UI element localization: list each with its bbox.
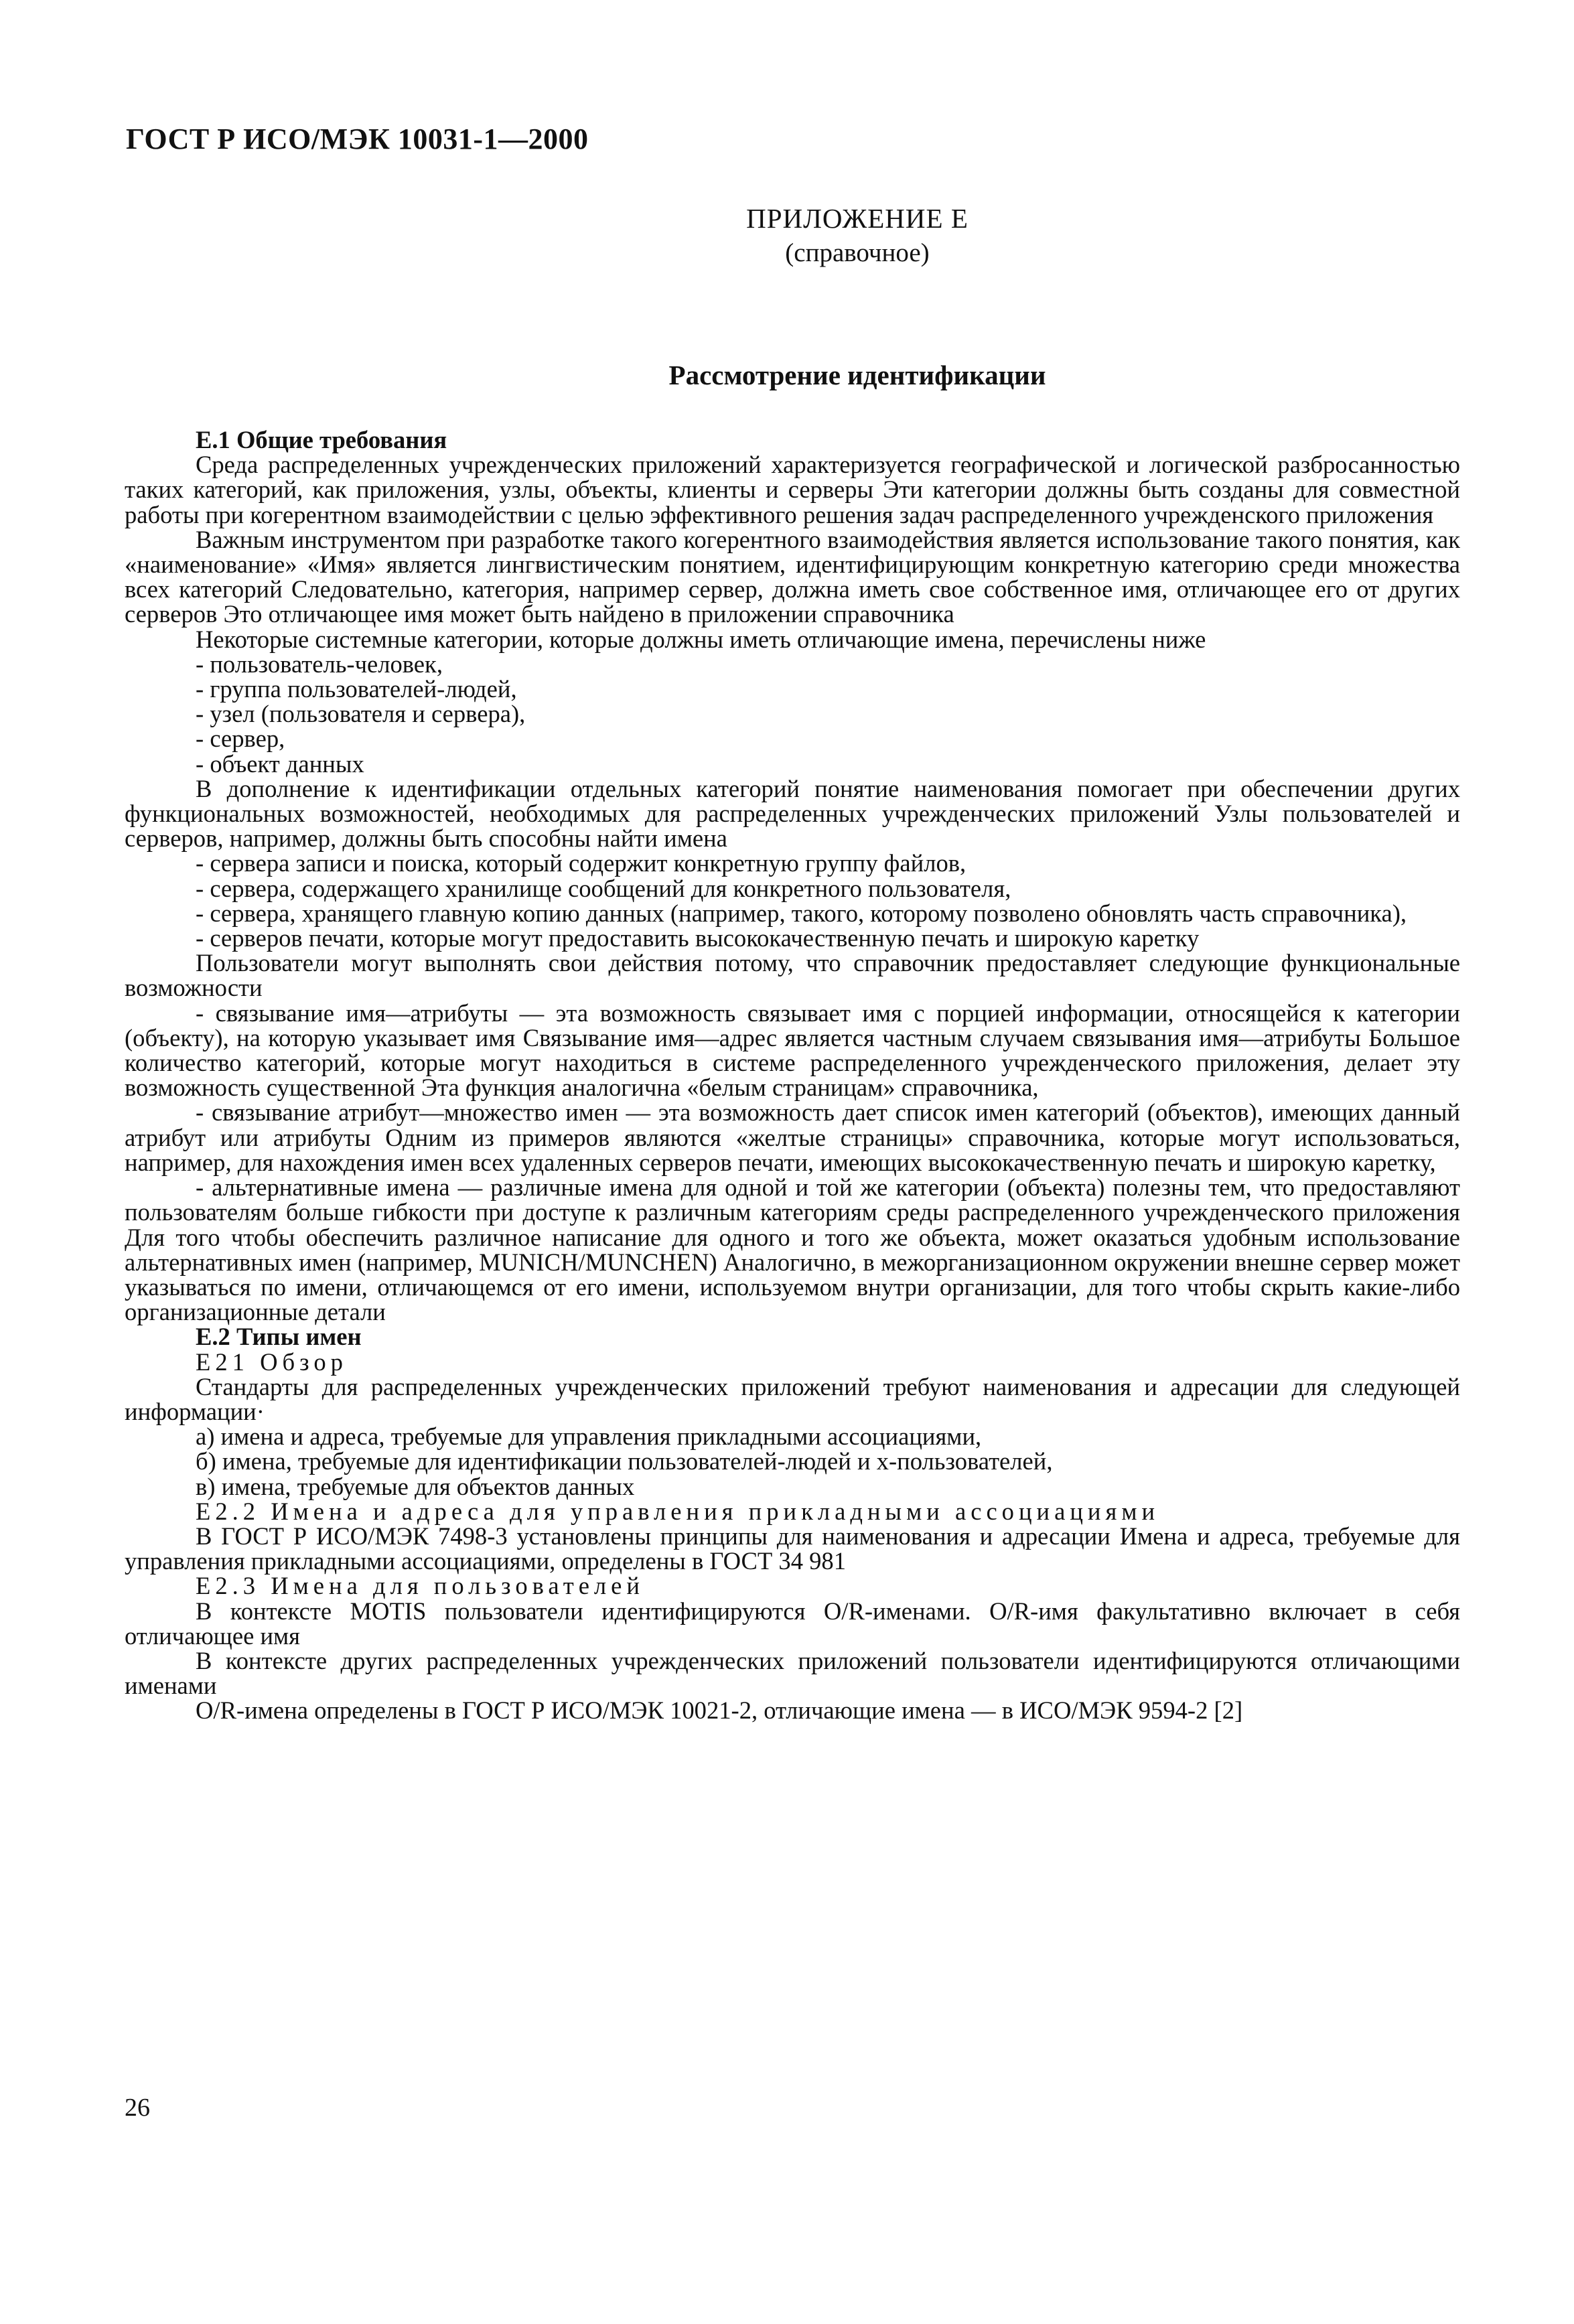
- page-title: Рассмотрение идентификации: [668, 360, 1046, 390]
- annex-title: ПРИЛОЖЕНИЕ Е: [746, 203, 969, 234]
- paragraph: - группа пользователей-людей,: [196, 675, 517, 703]
- paragraph: - серверов печати, которые могут предоставить высококачественную печать и широкую каретку: [196, 924, 1200, 952]
- paragraph: Стандарты для распределенных учрежденческих приложений требуют наименования и адресации для следующей информации·: [125, 1372, 1460, 1425]
- paragraph: - сервера, содержащего хранилище сообщений для конкретного пользователя,: [196, 874, 1011, 902]
- paragraph: в) имена, требуемые для объектов данных: [196, 1472, 635, 1500]
- section-heading: Е.2 Типы имен: [196, 1323, 362, 1351]
- paragraph: - узел (пользователя и сервера),: [196, 700, 526, 728]
- paragraph: - пользователь-человек,: [196, 650, 443, 678]
- paragraph: В дополнение к идентификации отдельных категорий понятие наименования помогает при обеспечении других функциональных возможностей, необходимых для распределенных учрежденческих приложений Узлы пользователей и серверов, например, должны быть способны найти имена: [125, 774, 1460, 853]
- paragraph: Важным инструментом при разработке такого когерентного взаимодействия является использование такого понятия, как «наименование» «Имя» является лингвистическим понятием, идентифицирующим конкретную категорию среди множества всех категорий Следовательно, категория, например сервер, должна иметь свое собственное имя, отличающее его от других серверов Это отличающее имя может быть найдено в приложении справочника: [125, 525, 1460, 628]
- paragraph: O/R-имена определены в ГОСТ Р ИСО/МЭК 10021-2, отличающие имена — в ИСО/МЭК 9594-2 [2]: [196, 1696, 1243, 1725]
- paragraph: - сервер,: [196, 725, 285, 753]
- standard-code-header: ГОСТ Р ИСО/МЭК 10031-1—2000: [126, 123, 589, 155]
- subsection-heading: Е2.2 Имена и адреса для управления прикладными ассоциациями: [196, 1497, 1160, 1525]
- paragraph: - связывание атрибут—множество имен — эта возможность дает список имен категорий (объектов), имеющих данный атрибут или атрибуты Одним из примеров являются «желтые страницы» справочника, которые могут использоваться, например, для нахождения имен всех удаленных серверов печати, имеющих высококачественную печать и широкую каретку,: [125, 1098, 1460, 1176]
- paragraph: а) имена и адреса, требуемые для управления прикладными ассоциациями,: [196, 1423, 982, 1451]
- subsection-heading: Е2.3 Имена для пользователей: [196, 1572, 644, 1600]
- paragraph: Среда распределенных учрежденческих приложений характеризуется географической и логической разбросанностью таких категорий, как приложения, узлы, объекты, клиенты и серверы Эти категории должны быть созданы для совместной работы при когерентном взаимодействии с целью эффективного решения задач распределенного учрежденского приложения: [125, 451, 1460, 528]
- paragraph: В ГОСТ Р ИСО/МЭК 7498-3 установлены принципы для наименования и адресации Имена и адреса, требуемые для управления прикладными ассоциациями, определены в ГОСТ 34 981: [125, 1522, 1460, 1575]
- paragraph: - сервера, хранящего главную копию данных (например, такого, которому позволено обновлять часть справочника),: [196, 899, 1407, 927]
- paragraph: - альтернативные имена — различные имена для одной и той же категории (объекта) полезны тем, что предоставляют пользователям больше гибкости при доступе к различным категориям среды распределенного учрежденческого приложения Для того чтобы обеспечить различное написание для одного и того же объекта, может оказаться удобным использование альтернативных имен (например, MUNICH/MUNCHEN) Аналогично, в межорганизационном окружении внешне сервер может указываться по имени, отличающемся от его имени, используемом внутри организации, для того чтобы скрыть какие-либо организационные детали: [125, 1173, 1460, 1326]
- annex-kind: (справочное): [785, 238, 930, 267]
- section-heading: Е.1 Общие требования: [196, 426, 447, 453]
- paragraph: Некоторые системные категории, которые должны иметь отличающие имена, перечислены ниже: [196, 625, 1206, 653]
- annex-heading: [0, 201, 1574, 271]
- page-number: 26: [125, 2094, 150, 2122]
- subsection-heading: Е21 Обзор: [196, 1348, 348, 1376]
- body-text: [125, 427, 1460, 1723]
- paragraph: Пользователи могут выполнять свои действия потому, что справочник предоставляет следующие функциональные возможности: [125, 949, 1460, 1002]
- paragraph: б) имена, требуемые для идентификации пользователей-людей и x-пользователей,: [196, 1447, 1053, 1475]
- paragraph: - связывание имя—атрибуты — эта возможность связывает имя с порцией информации, относящейся к категории (объекту), на которую указывает имя Связывание имя—адрес является частным случаем связывания имя—атрибуты Большое количество категорий, которые могут находиться в системе распределенного учрежденческого приложения, делает эту возможность существенной Эта функция аналогична «белым страницам» справочника,: [125, 999, 1460, 1102]
- paragraph: В контексте MOTIS пользователи идентифицируются O/R-именами. O/R-имя факультативно включает в себя отличающее имя: [125, 1597, 1460, 1650]
- paragraph: - объект данных: [196, 749, 364, 778]
- paragraph: - сервера записи и поиска, который содержит конкретную группу файлов,: [196, 849, 967, 877]
- paragraph: В контексте других распределенных учрежденческих приложений пользователи идентифицируются отличающими именами: [125, 1646, 1460, 1700]
